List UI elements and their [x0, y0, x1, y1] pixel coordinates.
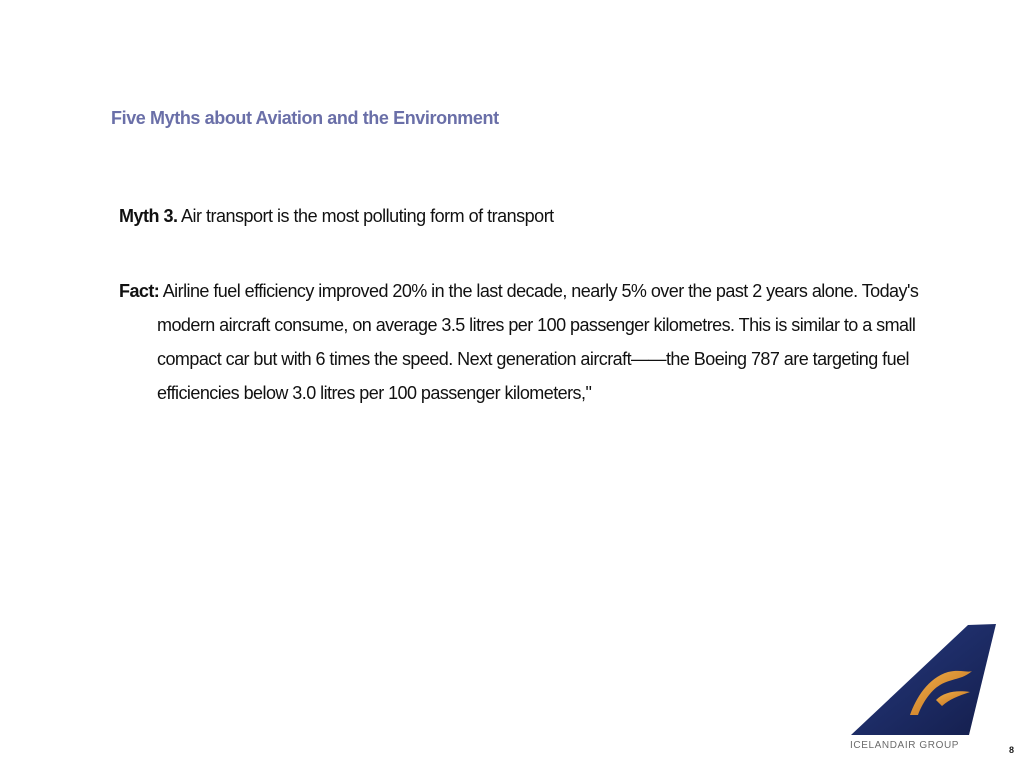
myth-statement: [119, 206, 554, 227]
brand-logo: [846, 622, 1006, 752]
fact-paragraph: [119, 274, 927, 410]
myth-text: Air transport is the most polluting form of transport: [177, 206, 554, 226]
aircraft-tail-logo-icon: [846, 622, 1006, 740]
page-number: 8: [1009, 745, 1015, 755]
slide-title: Five Myths about Aviation and the Environment: [111, 108, 499, 128]
fact-label: Fact:: [119, 281, 160, 301]
fact-text: Airline fuel efficiency improved 20% in the last decade, nearly 5% over the past 2 years alone. Today's modern aircraft consume, on average 3.5 litres per 100 passenger kilometres. This is similar to a small compact car but with 6 times the speed. Next generation aircraft——the Boeing 787 are targeting fuel efficiencies below 3.0 litres per 100 passenger kilometers,": [157, 281, 919, 403]
brand-name: ICELANDAIR GROUP: [850, 740, 960, 751]
myth-label: Myth 3.: [119, 206, 178, 226]
